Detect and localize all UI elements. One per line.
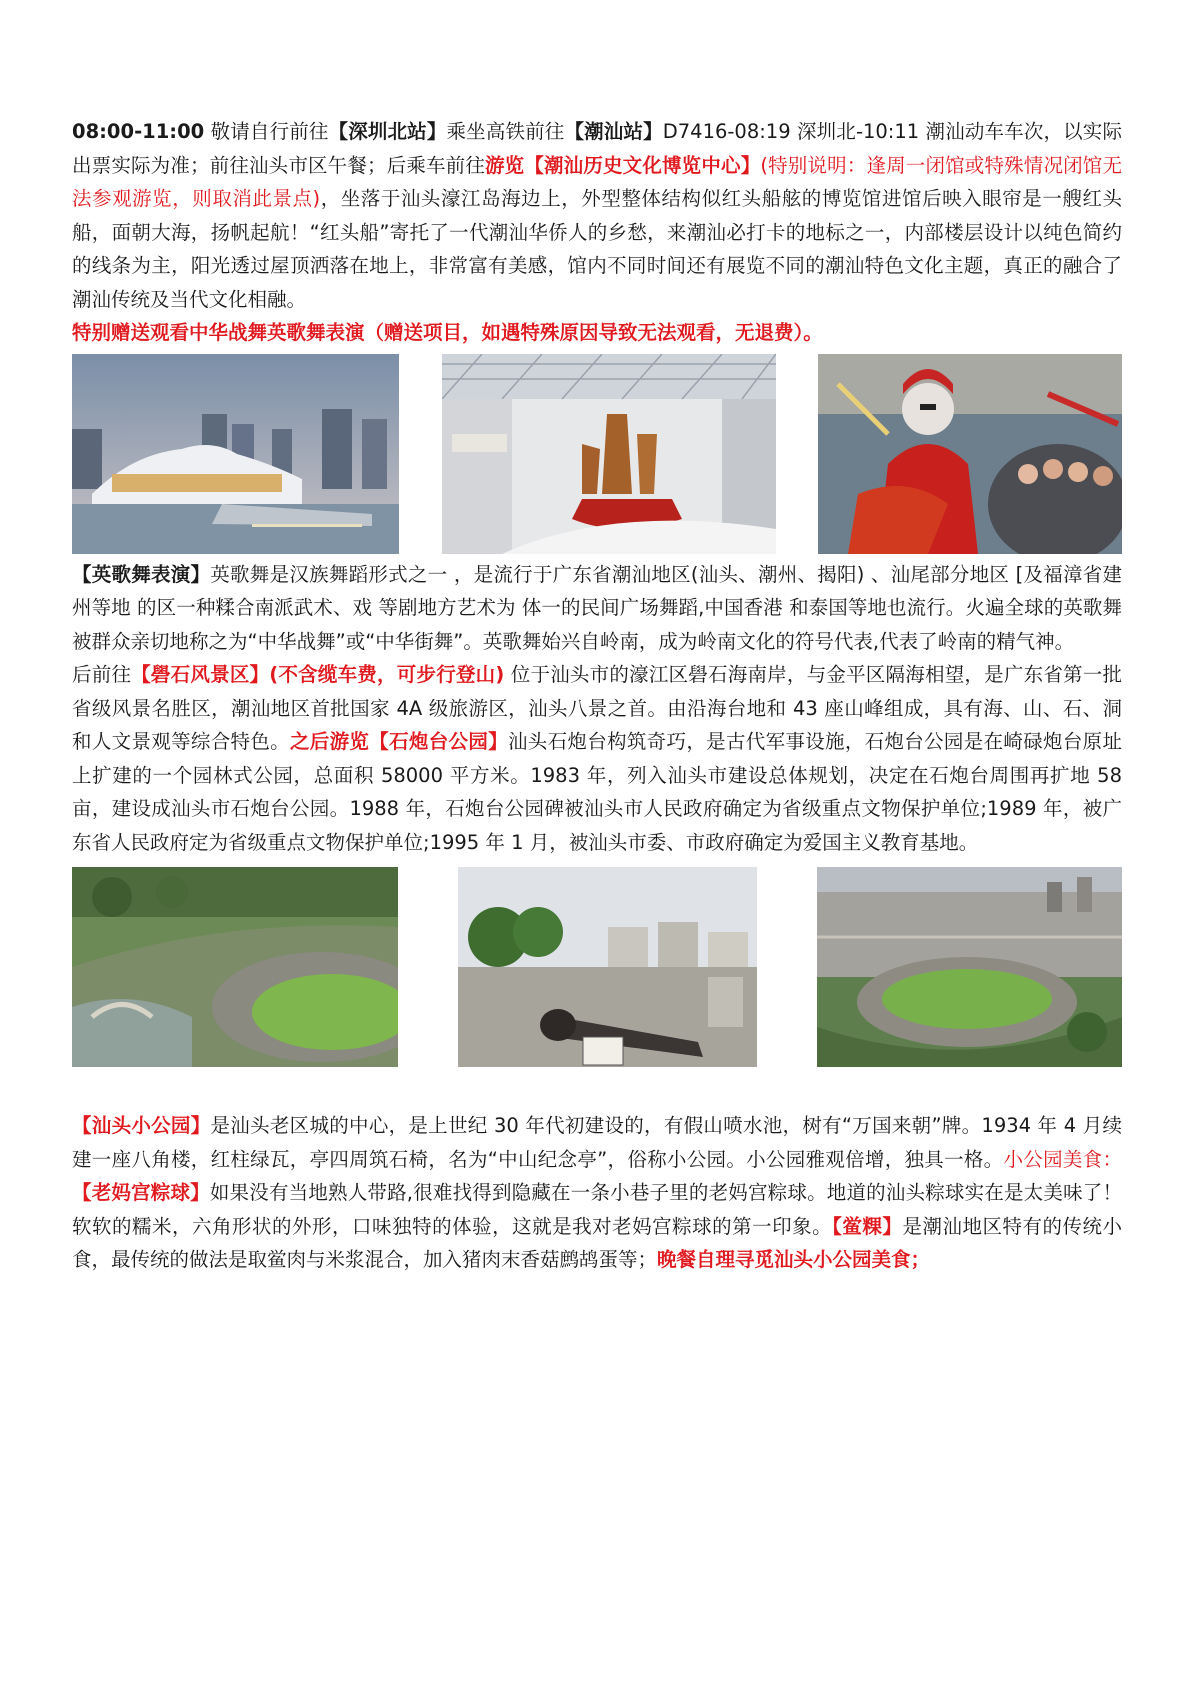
photo-row-museum bbox=[72, 354, 1122, 554]
museum-interior-redboat-photo bbox=[442, 354, 776, 554]
museum-name: 游览【潮汕历史文化博览中心】 bbox=[485, 153, 761, 177]
food-label: 小公园美食： bbox=[1003, 1147, 1122, 1171]
paragraph-yingge-dance: 【英歌舞表演】英歌舞是汉族舞蹈形式之一 ，是流行于广东省潮汕地区(汕头、潮州、揭阳) 、汕尾部分地区 [及福漳省建州等地 的区一种糅合南派武术、戏 等剧地方艺术为 体一的民间广场舞蹈,中国香港 和泰国等地也流行。火遍全球的英歌舞被群众亲切地称之为“中华战舞”或“中华街舞”。英歌舞始兴自岭南，成为岭南文化的符号代表,代表了岭南的精气神。 bbox=[72, 562, 1122, 653]
paragraph-queshi-shipaotai: 后前往【礐石风景区】(不含缆车费，可步行登山) 位于汕头市的濠江区礐石海南岸，与金平区隔海相望，是广东省第一批省级风景名胜区，潮汕地区首批国家 4A 级旅游区，汕头八景之首。由沿海台地和 43 座山峰组成，具有海、山、石、洞和人文景观等综合特色。之后游览【石炮台公园】汕头石炮台构筑奇巧，是古代军事设施，石炮台公园是在崎碌炮台原址上扩建的一个园林式公园，总面积 58000 平方米。1983 年，列入汕头市建设总体规划，决定在石炮台周围再扩地 58 亩，建设成汕头市石炮台公园。1988 年，石炮台公园碑被汕头市人民政府确定为省级重点文物保护单位;1989 年，被广东省人民政府定为省级重点文物保护单位;1995 年 1 月，被汕头市委、市政府确定为爱国主义教育基地。 bbox=[72, 663, 1123, 854]
museum-closure-note: (特别说明：逢周一闭馆或特殊情况闭馆无法参观游览，则取消此景点) bbox=[72, 153, 1122, 210]
museum-exterior-photo bbox=[72, 354, 399, 554]
photo-row-fort bbox=[72, 867, 1122, 1067]
fort-aerial-city-photo bbox=[817, 867, 1122, 1067]
zongqiu-title: 【老妈宫粽球】 bbox=[72, 1181, 210, 1204]
station-shenzhen-north: 【深圳北站】 bbox=[328, 120, 447, 143]
shipaotai-park: 之后游览【石炮台公园】 bbox=[289, 730, 508, 753]
cannon-photo bbox=[458, 867, 757, 1067]
yingge-dance-photo bbox=[818, 354, 1122, 554]
xiao-gongyuan-title: 【汕头小公园】 bbox=[72, 1114, 211, 1137]
paragraph-xiao-gongyuan: 【汕头小公园】是汕头老区城的中心，是上世纪 30 年代初建设的，有假山喷水池，树有“万国来朝”牌。1934 年 4 月续建一座八角楼，红柱绿瓦，亭四周筑石椅，名为“中山纪念亭”，俗称小公园。小公园雅观倍增，独具一格。小公园美食：【老妈宫粽球】如果没有当地熟人带路,很难找得到隐藏在一条小巷子里的老妈宫粽球。地道的汕头粽球实在是太美味了！软软的糯米，六角形状的外形，口味独特的体验，这就是我对老妈宫粽球的第一印象。【鲎粿】是潮汕地区特有的传统小食，最传统的做法是取鲎肉与米浆混合，加入猪肉末香菇鹧鸪蛋等；晚餐自理寻觅汕头小公园美食； bbox=[72, 1114, 1122, 1271]
itinerary-page bbox=[72, 115, 1122, 1277]
station-chaoshan: 【潮汕站】 bbox=[564, 120, 663, 143]
time-range: 08:00-11:00 bbox=[72, 120, 205, 143]
fort-park-aerial-photo bbox=[72, 867, 398, 1067]
queshi-scenic-area: 【礐石风景区】(不含缆车费，可步行登山) bbox=[131, 663, 505, 686]
yingge-title: 【英歌舞表演】 bbox=[72, 562, 211, 586]
yinggao-title: 【鲎粿】 bbox=[832, 1214, 903, 1238]
dinner-note: 晚餐自理寻觅汕头小公园美食； bbox=[657, 1248, 931, 1271]
gift-performance-note: 特别赠送观看中华战舞英歌舞表演（赠送项目，如遇特殊原因导致无法观看，无退费）。 bbox=[72, 321, 823, 344]
paragraph-day-schedule: 08:00-11:00 敬请自行前往【深圳北站】乘坐高铁前往【潮汕站】D7416-08:19 深圳北-10:11 潮汕动车车次，以实际出票实际为准；前往汕头市区午餐；后乘车前往游览【潮汕历史文化博览中心】(特别说明：逢周一闭馆或特殊情况闭馆无法参观游览，则取消此景点)，坐落于汕头濠江岛海边上，外型整体结构似红头船舷的博览馆进馆后映入眼帘是一艘红头船，面朝大海，扬帆起航！“红头船”寄托了一代潮汕华侨人的乡愁，来潮汕必打卡的地标之一，内部楼层设计以纯色简约的线条为主，阳光透过屋顶洒落在地上，非常富有美感，馆内不同时间还有展览不同的潮汕特色文化主题，真正的融合了潮汕传统及当代文化相融。 bbox=[72, 120, 1122, 311]
